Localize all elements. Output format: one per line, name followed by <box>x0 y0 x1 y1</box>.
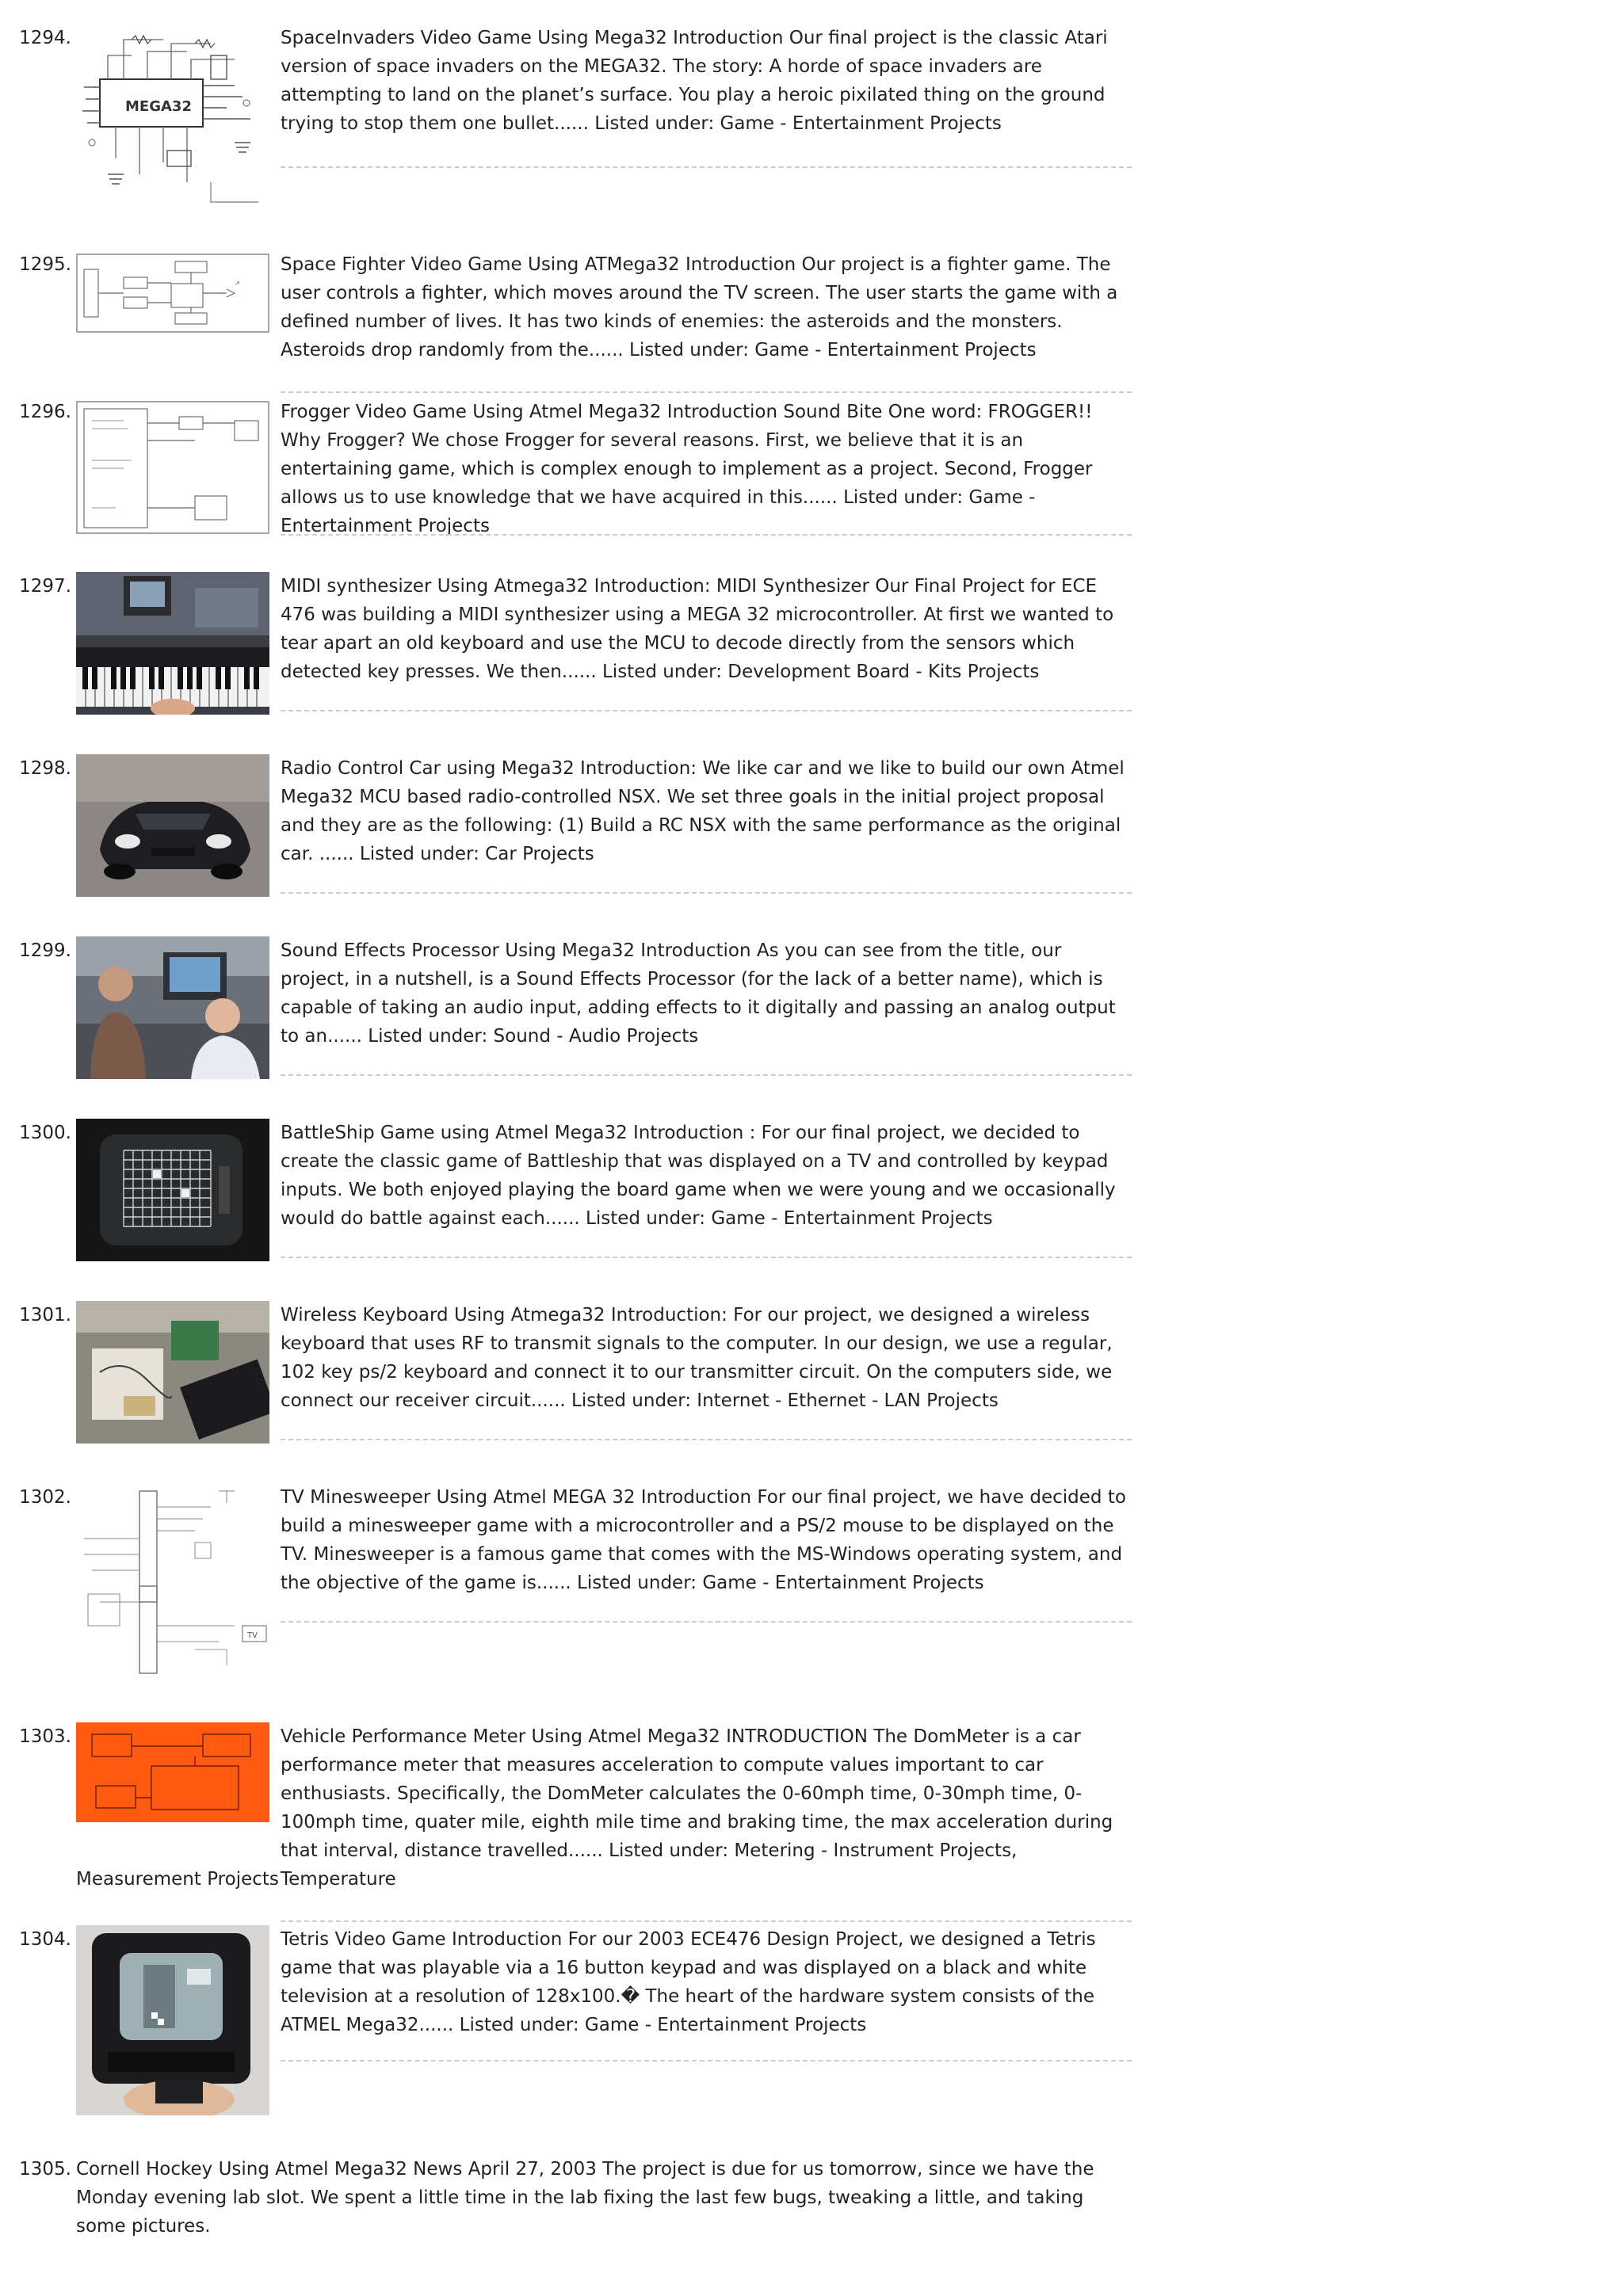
entry-description: Frogger Video Game Using Atmel Mega32 Introduction Sound Bite One word: FROGGER!! Why Frogger? We chose Frogger for several reasons. First, we believe that it is an entertaining game, which is complex enough to implement as a project. Second, Frogger allows us to use knowledge that we have acquired in this...... Listed under: Game - Entertainment Projects <box>281 402 1093 536</box>
entry-description: Space Fighter Video Game Using ATMega32 Introduction Our project is a fighter game. The user controls a fighter, which moves around the TV screen. The user starts the game with a defined number of lives. It has two kinds of enemies: the asteroids and the monsters. Asteroids drop randomly from the...... Listed under: Game - Entertainment Projects <box>281 254 1118 360</box>
list-item <box>0 2155 1133 2237</box>
entry-description: SpaceInvaders Video Game Using Mega32 Introduction Our final project is the classic Atari version of space invaders on the MEGA32. The story: A horde of space invaders are attempting to land on the planet’s surface. You play a heroic pixilated thing on the ground trying to stop them one bullet...... Listed under: Game - Entertainment Projects <box>281 28 1108 134</box>
block-diagram-image <box>76 254 269 333</box>
list-item <box>0 250 1133 385</box>
entry-description: Tetris Video Game Introduction For our 2003 ECE476 Design Project, we designed a Tetris game that was playable via a 16 button keypad and was displayed on a black and white television at a resolution of 128x100.� The heart of the hardware system consists of the ATMEL Mega32...... Listed under: Game - Entertainment Projects <box>281 1929 1096 2035</box>
divider <box>281 166 1132 168</box>
entry-description: BattleShip Game using Atmel Mega32 Introduction : For our final project, we decided to create the classic game of Battleship that was displayed on a TV and controlled by keypad inputs. We both enjoyed playing the board game when we were young and we occasionally would do battle against each...... Listed under: Game - Entertainment Projects <box>281 1123 1116 1229</box>
entry-number: 1302. <box>19 1487 71 1508</box>
entry-description: MIDI synthesizer Using Atmega32 Introduction: MIDI Synthesizer Our Final Project for ECE 476 was building a MIDI synthesizer using a MEGA 32 microcontroller. At first we wanted to tear apart an old keyboard and use the MCU to decode directly from the sensors which detected key presses. We then...... Listed under: Development Board - Kits Projects <box>281 576 1114 682</box>
thumbnail-photo-keyboard[interactable] <box>76 572 269 715</box>
divider <box>281 892 1132 894</box>
entry-number: 1298. <box>19 758 71 779</box>
divider <box>281 1920 1132 1922</box>
lab-photo <box>76 936 269 1079</box>
entry-description: Wireless Keyboard Using Atmega32 Introduction: For our project, we designed a wireless keyboard that uses RF to transmit signals to the computer. In our design, we use a regular, 102 key ps/2 keyboard and connect it to our transmitter circuit. On the computers side, we connect our receiver circuit...... Listed under: Internet - Ethernet - LAN Projects <box>281 1305 1113 1411</box>
divider <box>281 1621 1132 1623</box>
entry-description: Cornell Hockey Using Atmel Mega32 News April 27, 2003 The project is due for us tomorrow, since we have the Monday evening lab slot. We spent a little time in the lab fixing the last few bugs, tweaking a little, and taking some pictures. <box>76 2159 1094 2237</box>
list-item <box>0 1722 1133 1920</box>
entry-number: 1303. <box>19 1726 71 1747</box>
orange-diagram-image <box>76 1722 269 1822</box>
battleship-tv-photo <box>76 1119 269 1261</box>
thumbnail-block-diagram[interactable] <box>76 254 269 333</box>
schematic-image <box>76 24 269 214</box>
list-item <box>0 1483 1133 1681</box>
thumbnail-schematic[interactable] <box>76 24 269 214</box>
divider <box>281 1074 1132 1076</box>
entry-number: 1304. <box>19 1929 71 1950</box>
divider <box>281 391 1132 393</box>
thumbnail-schematic[interactable] <box>76 1483 269 1681</box>
list-item <box>0 1925 1133 2123</box>
entry-description: Sound Effects Processor Using Mega32 Introduction As you can see from the title, our project, in a nutshell, is a Sound Effects Processor (for the lack of a better name), which is capable of taking an audio input, adding effects to it digitally and passing an analog output to an...... Listed under: Sound - Audio Projects <box>281 940 1116 1047</box>
entry-description-overflow: Measurement Projects <box>76 1869 279 1890</box>
thumbnail-photo-rc-car[interactable] <box>76 754 269 897</box>
thumbnail-photo-battleship-tv[interactable] <box>76 1119 269 1261</box>
divider <box>281 710 1132 711</box>
svg-text:↗: ↗ <box>235 280 240 287</box>
thumbnail-photo-wireless-keyboard[interactable] <box>76 1301 269 1444</box>
entry-number: 1299. <box>19 940 71 961</box>
entry-number: 1300. <box>19 1123 71 1143</box>
divider <box>281 2060 1132 2061</box>
entry-description: TV Minesweeper Using Atmel MEGA 32 Introduction For our final project, we have decided to build a minesweeper game with a microcontroller and a PS/2 mouse to be displayed on the TV. Minesweeper is a famous game that comes with the MS-Windows operating system, and the objective of the game is...... Listed under: Game - Entertainment Projects <box>281 1487 1126 1593</box>
entry-description: Vehicle Performance Meter Using Atmel Mega32 INTRODUCTION The DomMeter is a car performance meter that measures acceleration to compute values important to car enthusiasts. Specifically, the DomMeter calculates the 0-60mph time, 0-30mph time, 0-100mph time, quater mile, eighth mile time and braking time, the max acceleration during that interval, distance travelled...... Listed under: Metering - Instrument Projects, Temperature <box>281 1726 1113 1890</box>
schematic-image <box>76 1483 269 1681</box>
page-bottom-spacer <box>76 2266 1132 2267</box>
entry-number: 1294. <box>19 28 71 48</box>
wireless-keyboard-photo <box>76 1301 269 1444</box>
entry-number: 1295. <box>19 254 71 275</box>
divider <box>281 1439 1132 1440</box>
block-diagram-image <box>76 401 269 534</box>
list-item <box>0 24 1133 222</box>
thumbnail-photo-lab[interactable] <box>76 936 269 1079</box>
keyboard-photo <box>76 572 269 715</box>
thumbnail-block-diagram[interactable] <box>76 401 269 534</box>
list-item <box>0 1119 1133 1261</box>
thumbnail-photo-tetris-tv[interactable] <box>76 1925 269 2115</box>
entry-number: 1297. <box>19 576 71 597</box>
list-item <box>0 572 1133 715</box>
thumbnail-orange-diagram[interactable] <box>76 1722 269 1822</box>
list-item <box>0 936 1133 1079</box>
list-item <box>0 1301 1133 1444</box>
chip-label: MEGA32 <box>125 98 192 115</box>
entry-number: 1296. <box>19 402 71 422</box>
divider <box>281 534 1132 536</box>
tetris-tv-photo <box>76 1925 269 2115</box>
entry-description: Radio Control Car using Mega32 Introduction: We like car and we like to build our own Atmel Mega32 MCU based radio-controlled NSX. We set three goals in the initial project proposal and they are as the following: (1) Build a RC NSX with the same performance as the original car. ...... Listed under: Car Projects <box>281 758 1125 864</box>
list-item <box>0 754 1133 897</box>
divider <box>281 1257 1132 1258</box>
rc-car-photo <box>76 754 269 897</box>
tv-label: TV <box>247 1631 258 1640</box>
list-item <box>0 398 1133 536</box>
entry-number: 1305. <box>19 2159 71 2180</box>
entry-number: 1301. <box>19 1305 71 1325</box>
